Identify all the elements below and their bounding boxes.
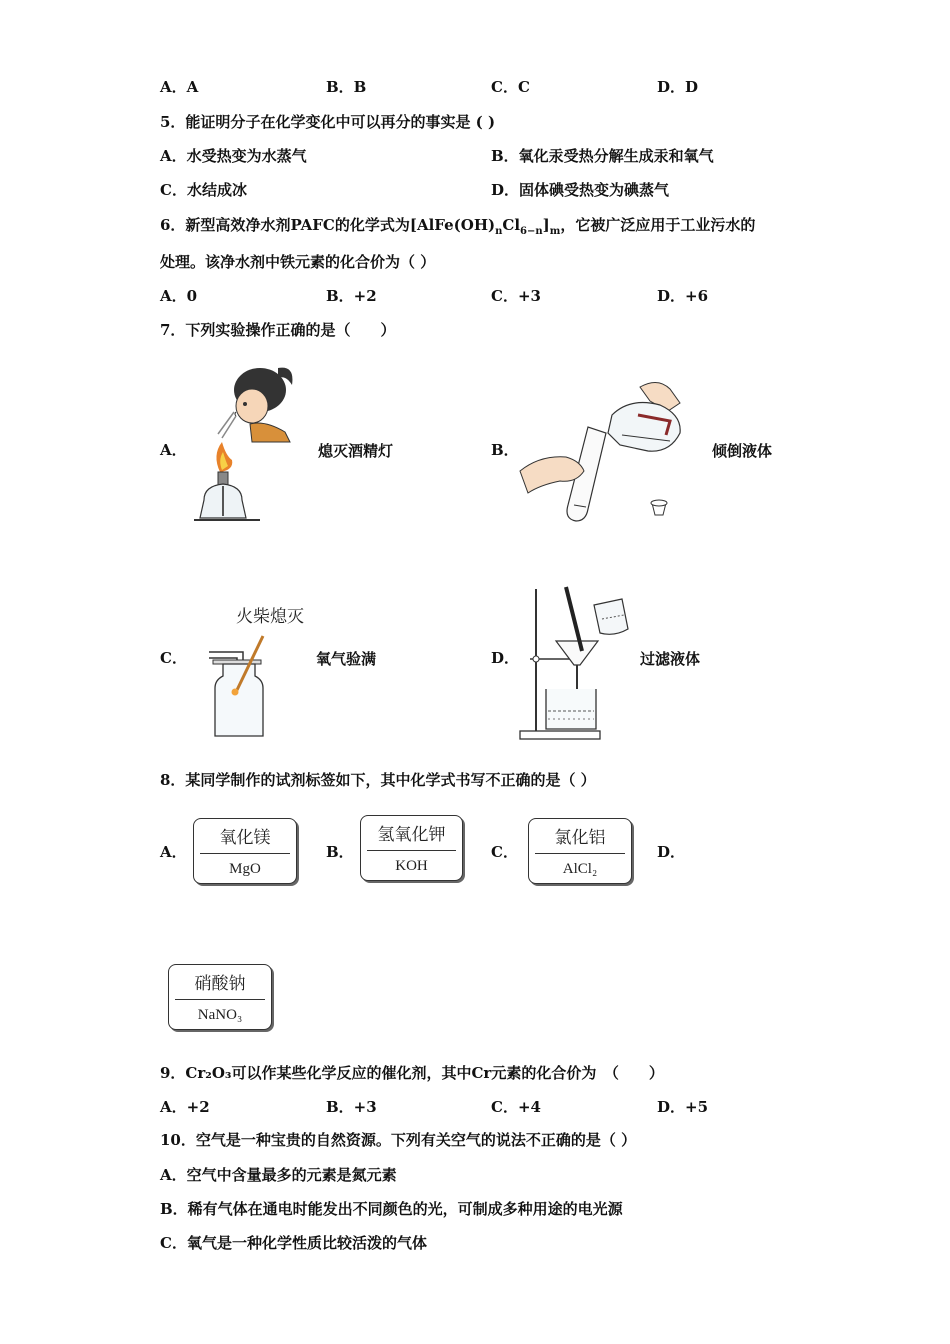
q7-stem: 7．下列实验操作正确的是（ ） xyxy=(160,321,396,339)
q8-label-b-rule xyxy=(367,850,456,851)
q8-label-b-formula: KOH xyxy=(395,858,428,874)
figure-filtration xyxy=(518,585,638,745)
q6-bracket: ] xyxy=(542,216,550,234)
q5-option-a: A．水受热变为水蒸气 xyxy=(160,147,307,165)
figure-blow-out-lamp xyxy=(190,360,305,525)
q8-label-c-name: 氯化铝 xyxy=(554,828,606,848)
q9-option-b: B．+3 xyxy=(326,1098,377,1116)
q9-stem: 9．Cr₂O₃可以作某些化学反应的催化剂，其中Cr元素的化合价为 （ ） xyxy=(160,1064,664,1082)
q8-label-c-formula: AlCl₂ xyxy=(562,861,598,877)
q10-option-b: B．稀有气体在通电时能发出不同颜色的光，可制成多种用途的电光源 xyxy=(160,1200,623,1218)
q8-label-d-rule xyxy=(175,999,265,1000)
q8-label-a-name: 氧化镁 xyxy=(219,828,271,848)
q7-option-c-letter: C． xyxy=(160,649,187,667)
q6-stem-post: ，它被广泛应用于工业污水的 xyxy=(560,216,756,234)
q7-option-b-caption: 倾倒液体 xyxy=(712,442,773,460)
q7-option-c-caption: 氧气验满 xyxy=(316,650,377,668)
q6-option-c: C．+3 xyxy=(491,287,541,305)
q7-option-c-note: 火柴熄灭 xyxy=(236,607,304,627)
q6-option-d: D．+6 xyxy=(657,287,709,305)
q6-stem-pre: 6．新型高效净水剂PAFC的化学式为[AlFe(OH) xyxy=(160,216,496,234)
q8-label-c-rule xyxy=(535,853,625,854)
q10-option-c: C．氧气是一种化学性质比较活泼的气体 xyxy=(160,1234,427,1252)
q8-label-b-name: 氢氧化钾 xyxy=(377,825,446,845)
q6-sub-n: n xyxy=(495,226,503,237)
q4-option-a: A．A xyxy=(160,78,199,96)
q8-label-c xyxy=(528,818,632,884)
q8-label-a-formula: MgO xyxy=(229,861,261,877)
q7-option-b-letter: B． xyxy=(491,441,519,459)
q4-option-d: D．D xyxy=(657,78,699,96)
q8-label-d-formula: NaNO₃ xyxy=(197,1007,243,1023)
q7-option-d-letter: D． xyxy=(491,649,520,667)
q6-option-b: B．+2 xyxy=(326,287,377,305)
q10-option-a: A．空气中含量最多的元素是氮元素 xyxy=(160,1166,397,1184)
q8-option-d-letter: D． xyxy=(657,843,686,861)
q6-stem-line2: 处理。该净水剂中铁元素的化合价为（ ） xyxy=(160,253,436,271)
q8-option-c-letter: C． xyxy=(491,843,518,861)
q9-option-d: D．+5 xyxy=(657,1098,709,1116)
q8-option-b-letter: B． xyxy=(326,843,354,861)
figure-pour-liquid xyxy=(520,375,700,525)
q4-option-c: C．C xyxy=(491,78,530,96)
q6-stem xyxy=(160,215,755,242)
q5-option-c: C．水结成冰 xyxy=(160,181,247,199)
q8-label-d xyxy=(168,964,272,1030)
q5-option-b: B．氧化汞受热分解生成汞和氧气 xyxy=(491,147,714,165)
q6-option-a: A．0 xyxy=(160,287,198,305)
q8-label-b xyxy=(360,815,463,881)
q4-option-b: B．B xyxy=(326,78,367,96)
q7-option-a-caption: 熄灭酒精灯 xyxy=(318,442,394,460)
figure-oxygen-test xyxy=(205,630,280,742)
q8-stem: 8．某同学制作的试剂标签如下，其中化学式书写不正确的是（ ） xyxy=(160,771,596,789)
q9-option-a: A．+2 xyxy=(160,1098,210,1116)
q6-sub-m: m xyxy=(549,226,561,237)
q7-option-d-caption: 过滤液体 xyxy=(640,650,701,668)
q7-option-a-letter: A． xyxy=(160,441,187,459)
q10-stem: 10．空气是一种宝贵的自然资源。下列有关空气的说法不正确的是（ ） xyxy=(160,1131,637,1149)
q6-cl: Cl xyxy=(502,216,521,234)
q5-option-d: D．固体碘受热变为碘蒸气 xyxy=(491,181,670,199)
q8-label-a-rule xyxy=(200,853,290,854)
q6-sub-6n: 6−n xyxy=(520,226,543,237)
q8-option-a-letter: A． xyxy=(160,843,187,861)
q8-label-a xyxy=(193,818,297,884)
q9-option-c: C．+4 xyxy=(491,1098,541,1116)
q8-label-d-name: 硝酸钠 xyxy=(194,974,246,994)
q5-stem: 5．能证明分子在化学变化中可以再分的事实是 ( ) xyxy=(160,113,496,131)
